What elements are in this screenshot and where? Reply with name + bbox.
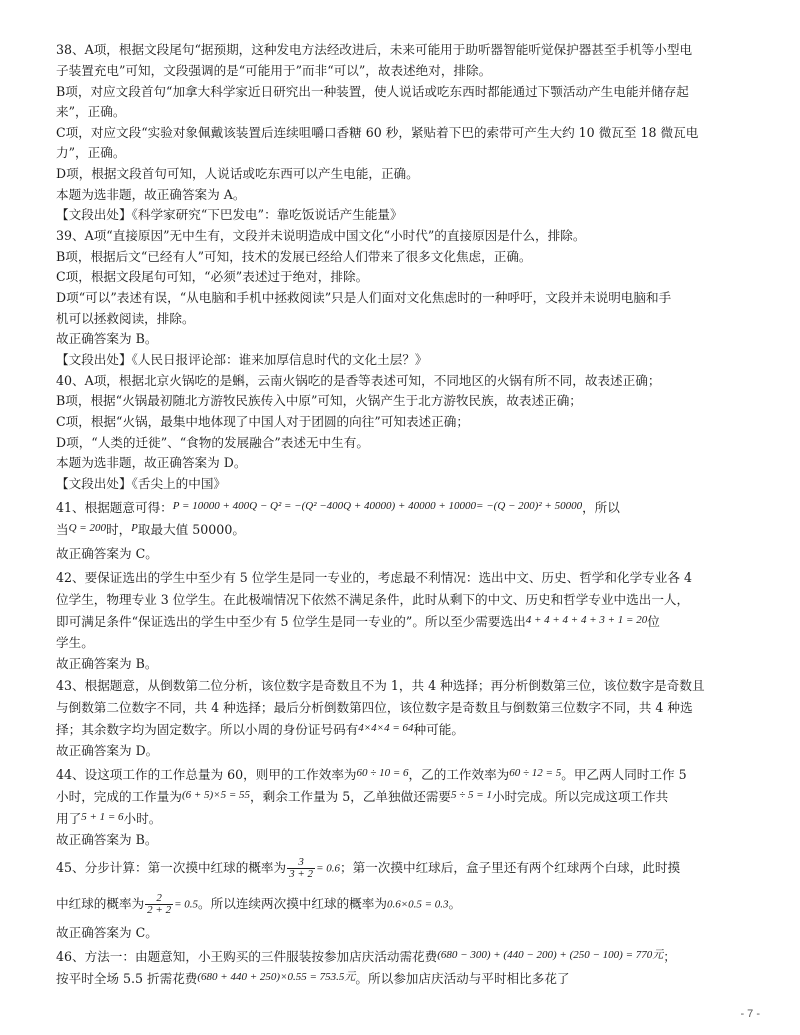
text-line: B项，根据后文“已经有人”可知，技术的发展已经给人们带来了很多文化焦虑，正确。 <box>56 249 532 264</box>
text-line: 机可以拯救阅读，排除。 <box>56 311 195 326</box>
text-line: C项，对应文段“实验对象佩戴该装置后连续咀嚼口香糖 60 秒，紧贴着下巴的索带可产生大约 10 微瓦至 18 微瓦电 <box>56 125 699 140</box>
text-line: 力”，正确。 <box>56 145 126 160</box>
text-line: 本题为选非题，故正确答案为 D。 <box>56 455 247 470</box>
text-line: 本题为选非题，故正确答案为 A。 <box>56 187 246 202</box>
formula: 4×4×4 = 64 <box>358 722 414 734</box>
text-line: 故正确答案为 C。 <box>56 925 158 940</box>
text-line: 40、A项，根据北京火锅吃的是蝌，云南火锅吃的是香等表述可知，不同地区的火锅有所不同，故表述正确； <box>56 373 661 388</box>
formula: (680 + 440 + 250)×0.55 = 753.5元 <box>197 971 356 983</box>
text-line: D项，“人类的迁徙”、“食物的发展融合”表述无中生有。 <box>56 435 369 450</box>
formula: 5 + 1 = 6 <box>81 811 124 823</box>
text-line: 即可满足条件“保证选出的学生中至少有 5 位学生是同一专业的”。所以至少需要选出4 + 4 + 4 + 4 + 3 + 1 = 20位 <box>56 614 660 629</box>
formula: 60 ÷ 10 = 6 <box>356 767 409 779</box>
formula: 5 ÷ 5 = 1 <box>450 789 492 801</box>
text-line: 来”，正确。 <box>56 104 126 119</box>
source-citation: 【文段出处】《人民日报评论部：谁来加厚信息时代的文化土层？》 <box>56 352 428 367</box>
text-line: B项，根据“火锅最初随北方游牧民族传入中原”可知，火锅产生于北方游牧民族，故表述正确； <box>56 393 582 408</box>
text-line: 与倒数第二位数字不同，共 4 种选择；最后分析倒数第四位，该位数字是奇数且与倒数第三位数字不同，共 4 种选 <box>56 700 693 715</box>
text-line: 故正确答案为 D。 <box>56 743 159 758</box>
page-number: - 7 - <box>740 1008 760 1020</box>
text-line: 38、A项，根据文段尾句“据预期，这种发电方法经改进后，未来可能用于助听器智能听觉保护器甚至手机等小型电 <box>56 42 693 57</box>
text-line: D项“可以”表述有误，“从电脑和手机中拯救阅读”只是人们面对文化焦虑时的一种呼吁，文段并未说明电脑和手 <box>56 290 672 305</box>
formula: 4 + 4 + 4 + 4 + 3 + 1 = 20 <box>525 614 648 626</box>
text-line: D项，根据文段首句可知，人说话或吃东西可以产生电能，正确。 <box>56 166 419 181</box>
text-line: 44、设这项工作的工作总量为 60，则甲的工作效率为60 ÷ 10 = 6，乙的工作效率为60 ÷ 12 = 5。甲乙两人同时工作 5 <box>56 767 687 782</box>
text-line: 按平时全场 5.5 折需花费(680 + 440 + 250)×0.55 = 753.5元。所以参加店庆活动与平时相比多花了 <box>56 971 570 986</box>
text-line: 子装置充电”可知，文段强调的是“可能用于”而非“可以”，故表述绝对，排除。 <box>56 63 492 78</box>
formula: P = 10000 + 400Q − Q² = −(Q² −400Q + 40000) + 40000 + 10000= −(Q − 200)² + 50000 <box>172 500 583 512</box>
text-line: 位学生，物理专业 3 位学生。在此极端情况下依然不满足条件，此时从剩下的中文、历史和哲学专业中选出一人， <box>56 592 690 607</box>
fraction: $\frac{3}{3 + 2}$ <box>289 856 314 880</box>
text-line: 42、要保证选出的学生中至少有 5 位学生是同一专业的，考虑最不利情况：选出中文、历史、哲学和化学专业各 4 <box>56 570 692 585</box>
source-citation: 【文段出处】《科学家研究“下巴发电”：靠吃饭说话产生能量》 <box>56 207 403 222</box>
text-line: 41、根据题意可得：P = 10000 + 400Q − Q² = −(Q² −400Q + 40000) + 40000 + 10000= −(Q − 200)² + 50000，所以 <box>56 500 620 515</box>
text-line: 故正确答案为 B。 <box>56 331 158 346</box>
formula: (680 − 300) + (440 − 200) + (250 − 100) = 770元 <box>437 949 664 961</box>
source-citation: 【文段出处】《舌尖上的中国》 <box>56 476 227 491</box>
text-line: B项，对应文段首句“加拿大科学家近日研究出一种装置，使人说话或吃东西时都能通过下颚活动产生电能并储存起 <box>56 84 689 99</box>
text-line: 择；其余数字均为固定数字。所以小周的身份证号码有4×4×4 = 64种可能。 <box>56 722 464 737</box>
formula: 0.6×0.5 = 0.3 <box>386 898 449 911</box>
formula: Q = 200 <box>68 522 106 534</box>
formula: (6 + 5)×5 = 55 <box>181 789 251 801</box>
text-line: 故正确答案为 C。 <box>56 546 158 561</box>
text-line: 39、A项“直接原因”无中生有，文段并未说明造成中国文化“小时代”的直接原因是什么，排除。 <box>56 228 586 243</box>
text-line: 43、根据题意，从倒数第二位分析，该位数字是奇数且不为 1，共 4 种选择；再分析倒数第三位，该位数字是奇数且 <box>56 678 705 693</box>
text-line: 用了5 + 1 = 6小时。 <box>56 811 162 826</box>
text-line: 当Q = 200时，P取最大值 50000。 <box>56 522 245 537</box>
text-line: 学生。 <box>56 635 94 650</box>
text-line: 小时，完成的工作量为(6 + 5)×5 = 55，剩余工作量为 5，乙单独做还需要5 ÷ 5 = 1小时完成。所以完成这项工作共 <box>56 789 669 804</box>
formula: P <box>131 522 138 534</box>
text-line: C项，根据文段尾句可知，“必须”表述过于绝对，排除。 <box>56 269 369 284</box>
fraction: $\frac{2}{2 + 2}$ <box>147 892 172 916</box>
text-line: 中红球的概率为 $\frac{2}{2 + 2}$ = 0.5。所以连续两次摸中红球的概率为0.6×0.5 = 0.3。 <box>56 892 462 916</box>
text-line: 故正确答案为 B。 <box>56 656 158 671</box>
formula: 60 ÷ 12 = 5 <box>509 767 562 779</box>
text-line: C项，根据“火锅，最集中地体现了中国人对于团圆的向往”可知表述正确； <box>56 414 469 429</box>
text-line: 45、分步计算：第一次摸中红球的概率为 $\frac{3}{3 + 2}$ = 0.6；第一次摸中红球后，盒子里还有两个红球两个白球，此时摸 <box>56 856 681 880</box>
text-line: 46、方法一：由题意知，小王购买的三件服装按参加店庆活动需花费(680 − 300) + (440 − 200) + (250 − 100) = 770元； <box>56 949 676 964</box>
text-line: 故正确答案为 B。 <box>56 832 158 847</box>
